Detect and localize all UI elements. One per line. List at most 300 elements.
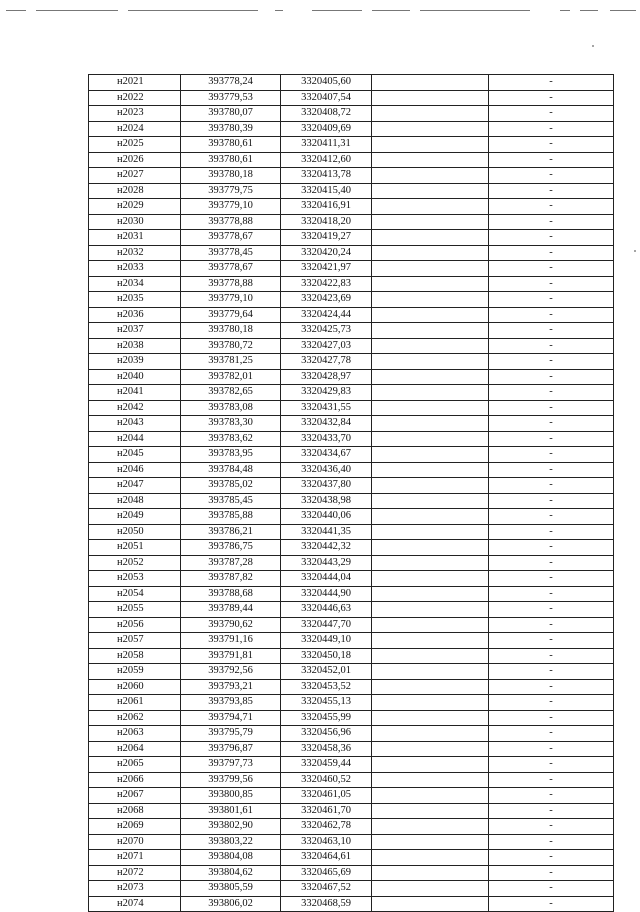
- note-cell: -: [489, 90, 614, 106]
- point-cell: н2057: [89, 633, 181, 649]
- note-cell: -: [489, 199, 614, 215]
- note-cell: -: [489, 633, 614, 649]
- point-cell: н2041: [89, 385, 181, 401]
- note-cell: -: [489, 369, 614, 385]
- note-cell: -: [489, 416, 614, 432]
- x-coordinate-cell: 393797,73: [181, 757, 281, 773]
- note-cell: -: [489, 137, 614, 153]
- note-cell: -: [489, 323, 614, 339]
- x-coordinate-cell: 393778,24: [181, 75, 281, 91]
- y-coordinate-cell: 3320408,72: [281, 106, 372, 122]
- blank-cell: [372, 90, 489, 106]
- point-cell: н2030: [89, 214, 181, 230]
- note-cell: -: [489, 586, 614, 602]
- note-cell: -: [489, 834, 614, 850]
- y-coordinate-cell: 3320461,70: [281, 803, 372, 819]
- note-cell: -: [489, 354, 614, 370]
- point-cell: н2064: [89, 741, 181, 757]
- x-coordinate-cell: 393785,88: [181, 509, 281, 525]
- point-cell: н2070: [89, 834, 181, 850]
- note-cell: -: [489, 447, 614, 463]
- y-coordinate-cell: 3320407,54: [281, 90, 372, 106]
- y-coordinate-cell: 3320412,60: [281, 152, 372, 168]
- note-cell: -: [489, 152, 614, 168]
- x-coordinate-cell: 393804,08: [181, 850, 281, 866]
- point-cell: н2045: [89, 447, 181, 463]
- point-cell: н2029: [89, 199, 181, 215]
- x-coordinate-cell: 393780,61: [181, 137, 281, 153]
- point-cell: н2063: [89, 726, 181, 742]
- x-coordinate-cell: 393805,59: [181, 881, 281, 897]
- note-cell: -: [489, 664, 614, 680]
- y-coordinate-cell: 3320453,52: [281, 679, 372, 695]
- table-row: [89, 772, 614, 788]
- blank-cell: [372, 338, 489, 354]
- note-cell: -: [489, 896, 614, 912]
- point-cell: н2071: [89, 850, 181, 866]
- note-cell: -: [489, 307, 614, 323]
- blank-cell: [372, 586, 489, 602]
- table-row: [89, 865, 614, 881]
- y-coordinate-cell: 3320455,99: [281, 710, 372, 726]
- point-cell: н2051: [89, 540, 181, 556]
- blank-cell: [372, 664, 489, 680]
- table-row: [89, 881, 614, 897]
- x-coordinate-cell: 393784,48: [181, 462, 281, 478]
- blank-cell: [372, 75, 489, 91]
- x-coordinate-cell: 393783,08: [181, 400, 281, 416]
- blank-cell: [372, 881, 489, 897]
- point-cell: н2042: [89, 400, 181, 416]
- table-row: [89, 261, 614, 277]
- y-coordinate-cell: 3320463,10: [281, 834, 372, 850]
- point-cell: н2039: [89, 354, 181, 370]
- blank-cell: [372, 850, 489, 866]
- table-row: [89, 245, 614, 261]
- x-coordinate-cell: 393787,82: [181, 571, 281, 587]
- note-cell: -: [489, 803, 614, 819]
- point-cell: н2032: [89, 245, 181, 261]
- table-row: [89, 400, 614, 416]
- note-cell: -: [489, 524, 614, 540]
- blank-cell: [372, 819, 489, 835]
- table-row: [89, 788, 614, 804]
- note-cell: -: [489, 493, 614, 509]
- note-cell: -: [489, 710, 614, 726]
- x-coordinate-cell: 393780,18: [181, 168, 281, 184]
- point-cell: н2043: [89, 416, 181, 432]
- note-cell: -: [489, 741, 614, 757]
- table-row: [89, 106, 614, 122]
- blank-cell: [372, 416, 489, 432]
- point-cell: н2062: [89, 710, 181, 726]
- scan-speck: [592, 45, 594, 47]
- table-row: [89, 90, 614, 106]
- x-coordinate-cell: 393779,53: [181, 90, 281, 106]
- x-coordinate-cell: 393781,25: [181, 354, 281, 370]
- note-cell: -: [489, 75, 614, 91]
- table-row: [89, 803, 614, 819]
- blank-cell: [372, 710, 489, 726]
- x-coordinate-cell: 393782,01: [181, 369, 281, 385]
- x-coordinate-cell: 393778,67: [181, 261, 281, 277]
- x-coordinate-cell: 393778,45: [181, 245, 281, 261]
- note-cell: -: [489, 431, 614, 447]
- note-cell: -: [489, 695, 614, 711]
- x-coordinate-cell: 393779,75: [181, 183, 281, 199]
- blank-cell: [372, 772, 489, 788]
- y-coordinate-cell: 3320441,35: [281, 524, 372, 540]
- point-cell: н2048: [89, 493, 181, 509]
- x-coordinate-cell: 393796,87: [181, 741, 281, 757]
- y-coordinate-cell: 3320468,59: [281, 896, 372, 912]
- blank-cell: [372, 168, 489, 184]
- table-row: [89, 679, 614, 695]
- y-coordinate-cell: 3320450,18: [281, 648, 372, 664]
- table-row: [89, 633, 614, 649]
- y-coordinate-cell: 3320438,98: [281, 493, 372, 509]
- table-row: [89, 354, 614, 370]
- blank-cell: [372, 385, 489, 401]
- x-coordinate-cell: 393806,02: [181, 896, 281, 912]
- x-coordinate-cell: 393793,85: [181, 695, 281, 711]
- table-row: [89, 493, 614, 509]
- blank-cell: [372, 292, 489, 308]
- note-cell: -: [489, 478, 614, 494]
- note-cell: -: [489, 540, 614, 556]
- point-cell: н2055: [89, 602, 181, 618]
- note-cell: -: [489, 230, 614, 246]
- table-row: [89, 540, 614, 556]
- blank-cell: [372, 509, 489, 525]
- table-row: [89, 726, 614, 742]
- table-row: [89, 462, 614, 478]
- table-row: [89, 183, 614, 199]
- point-cell: н2024: [89, 121, 181, 137]
- x-coordinate-cell: 393803,22: [181, 834, 281, 850]
- table-row: [89, 137, 614, 153]
- blank-cell: [372, 865, 489, 881]
- blank-cell: [372, 323, 489, 339]
- table-row: [89, 121, 614, 137]
- table-row: [89, 741, 614, 757]
- y-coordinate-cell: 3320409,69: [281, 121, 372, 137]
- point-cell: н2038: [89, 338, 181, 354]
- point-cell: н2040: [89, 369, 181, 385]
- blank-cell: [372, 571, 489, 587]
- x-coordinate-cell: 393801,61: [181, 803, 281, 819]
- table-row: [89, 819, 614, 835]
- y-coordinate-cell: 3320427,03: [281, 338, 372, 354]
- table-row: [89, 648, 614, 664]
- note-cell: -: [489, 183, 614, 199]
- x-coordinate-cell: 393779,10: [181, 199, 281, 215]
- point-cell: н2072: [89, 865, 181, 881]
- blank-cell: [372, 834, 489, 850]
- table-row: [89, 152, 614, 168]
- table-row: [89, 214, 614, 230]
- blank-cell: [372, 788, 489, 804]
- y-coordinate-cell: 3320437,80: [281, 478, 372, 494]
- y-coordinate-cell: 3320428,97: [281, 369, 372, 385]
- table-row: [89, 834, 614, 850]
- point-cell: н2073: [89, 881, 181, 897]
- blank-cell: [372, 230, 489, 246]
- note-cell: -: [489, 168, 614, 184]
- y-coordinate-cell: 3320413,78: [281, 168, 372, 184]
- x-coordinate-cell: 393786,21: [181, 524, 281, 540]
- x-coordinate-cell: 393785,45: [181, 493, 281, 509]
- y-coordinate-cell: 3320443,29: [281, 555, 372, 571]
- table-row: [89, 168, 614, 184]
- x-coordinate-cell: 393783,62: [181, 431, 281, 447]
- table-row: [89, 896, 614, 912]
- y-coordinate-cell: 3320405,60: [281, 75, 372, 91]
- blank-cell: [372, 369, 489, 385]
- point-cell: н2061: [89, 695, 181, 711]
- point-cell: н2034: [89, 276, 181, 292]
- point-cell: н2067: [89, 788, 181, 804]
- x-coordinate-cell: 393778,67: [181, 230, 281, 246]
- table-row: [89, 447, 614, 463]
- y-coordinate-cell: 3320444,90: [281, 586, 372, 602]
- x-coordinate-cell: 393780,72: [181, 338, 281, 354]
- note-cell: -: [489, 214, 614, 230]
- note-cell: -: [489, 819, 614, 835]
- y-coordinate-cell: 3320416,91: [281, 199, 372, 215]
- y-coordinate-cell: 3320464,61: [281, 850, 372, 866]
- coordinates-table: [88, 74, 614, 912]
- y-coordinate-cell: 3320456,96: [281, 726, 372, 742]
- point-cell: н2027: [89, 168, 181, 184]
- note-cell: -: [489, 865, 614, 881]
- table-row: [89, 617, 614, 633]
- x-coordinate-cell: 393779,10: [181, 292, 281, 308]
- x-coordinate-cell: 393791,81: [181, 648, 281, 664]
- table-row: [89, 664, 614, 680]
- point-cell: н2058: [89, 648, 181, 664]
- x-coordinate-cell: 393802,90: [181, 819, 281, 835]
- note-cell: -: [489, 602, 614, 618]
- point-cell: н2021: [89, 75, 181, 91]
- x-coordinate-cell: 393804,62: [181, 865, 281, 881]
- note-cell: -: [489, 106, 614, 122]
- blank-cell: [372, 245, 489, 261]
- note-cell: -: [489, 881, 614, 897]
- y-coordinate-cell: 3320462,78: [281, 819, 372, 835]
- x-coordinate-cell: 393783,95: [181, 447, 281, 463]
- note-cell: -: [489, 555, 614, 571]
- table-row: [89, 431, 614, 447]
- x-coordinate-cell: 393778,88: [181, 276, 281, 292]
- table-row: [89, 602, 614, 618]
- blank-cell: [372, 555, 489, 571]
- point-cell: н2047: [89, 478, 181, 494]
- blank-cell: [372, 354, 489, 370]
- point-cell: н2028: [89, 183, 181, 199]
- note-cell: -: [489, 772, 614, 788]
- x-coordinate-cell: 393788,68: [181, 586, 281, 602]
- y-coordinate-cell: 3320452,01: [281, 664, 372, 680]
- note-cell: -: [489, 509, 614, 525]
- table-row: [89, 757, 614, 773]
- blank-cell: [372, 757, 489, 773]
- point-cell: н2059: [89, 664, 181, 680]
- point-cell: н2053: [89, 571, 181, 587]
- point-cell: н2036: [89, 307, 181, 323]
- point-cell: н2035: [89, 292, 181, 308]
- note-cell: -: [489, 679, 614, 695]
- y-coordinate-cell: 3320460,52: [281, 772, 372, 788]
- blank-cell: [372, 106, 489, 122]
- note-cell: -: [489, 648, 614, 664]
- table-row: [89, 369, 614, 385]
- table-row: [89, 555, 614, 571]
- point-cell: н2056: [89, 617, 181, 633]
- table-row: [89, 292, 614, 308]
- blank-cell: [372, 152, 489, 168]
- blank-cell: [372, 540, 489, 556]
- y-coordinate-cell: 3320424,44: [281, 307, 372, 323]
- point-cell: н2026: [89, 152, 181, 168]
- y-coordinate-cell: 3320411,31: [281, 137, 372, 153]
- table-row: [89, 478, 614, 494]
- blank-cell: [372, 803, 489, 819]
- y-coordinate-cell: 3320427,78: [281, 354, 372, 370]
- note-cell: -: [489, 338, 614, 354]
- point-cell: н2052: [89, 555, 181, 571]
- y-coordinate-cell: 3320419,27: [281, 230, 372, 246]
- y-coordinate-cell: 3320420,24: [281, 245, 372, 261]
- x-coordinate-cell: 393778,88: [181, 214, 281, 230]
- note-cell: -: [489, 757, 614, 773]
- table-row: [89, 75, 614, 91]
- note-cell: -: [489, 850, 614, 866]
- point-cell: н2065: [89, 757, 181, 773]
- note-cell: -: [489, 617, 614, 633]
- x-coordinate-cell: 393780,61: [181, 152, 281, 168]
- y-coordinate-cell: 3320447,70: [281, 617, 372, 633]
- note-cell: -: [489, 276, 614, 292]
- x-coordinate-cell: 393782,65: [181, 385, 281, 401]
- point-cell: н2037: [89, 323, 181, 339]
- y-coordinate-cell: 3320431,55: [281, 400, 372, 416]
- table-row: [89, 850, 614, 866]
- point-cell: н2069: [89, 819, 181, 835]
- y-coordinate-cell: 3320449,10: [281, 633, 372, 649]
- blank-cell: [372, 695, 489, 711]
- x-coordinate-cell: 393789,44: [181, 602, 281, 618]
- blank-cell: [372, 199, 489, 215]
- note-cell: -: [489, 571, 614, 587]
- x-coordinate-cell: 393799,56: [181, 772, 281, 788]
- x-coordinate-cell: 393780,39: [181, 121, 281, 137]
- note-cell: -: [489, 245, 614, 261]
- y-coordinate-cell: 3320461,05: [281, 788, 372, 804]
- blank-cell: [372, 741, 489, 757]
- point-cell: н2046: [89, 462, 181, 478]
- table-row: [89, 524, 614, 540]
- y-coordinate-cell: 3320440,06: [281, 509, 372, 525]
- point-cell: н2054: [89, 586, 181, 602]
- note-cell: -: [489, 385, 614, 401]
- y-coordinate-cell: 3320442,32: [281, 540, 372, 556]
- x-coordinate-cell: 393779,64: [181, 307, 281, 323]
- blank-cell: [372, 617, 489, 633]
- point-cell: н2049: [89, 509, 181, 525]
- point-cell: н2023: [89, 106, 181, 122]
- blank-cell: [372, 633, 489, 649]
- y-coordinate-cell: 3320422,83: [281, 276, 372, 292]
- point-cell: н2068: [89, 803, 181, 819]
- point-cell: н2022: [89, 90, 181, 106]
- note-cell: -: [489, 726, 614, 742]
- y-coordinate-cell: 3320425,73: [281, 323, 372, 339]
- y-coordinate-cell: 3320467,52: [281, 881, 372, 897]
- table-row: [89, 338, 614, 354]
- point-cell: н2025: [89, 137, 181, 153]
- y-coordinate-cell: 3320459,44: [281, 757, 372, 773]
- table-row: [89, 276, 614, 292]
- blank-cell: [372, 679, 489, 695]
- blank-cell: [372, 447, 489, 463]
- coordinates-table-body: [89, 75, 614, 912]
- table-row: [89, 509, 614, 525]
- blank-cell: [372, 478, 489, 494]
- point-cell: н2060: [89, 679, 181, 695]
- x-coordinate-cell: 393794,71: [181, 710, 281, 726]
- y-coordinate-cell: 3320423,69: [281, 292, 372, 308]
- x-coordinate-cell: 393792,56: [181, 664, 281, 680]
- x-coordinate-cell: 393800,85: [181, 788, 281, 804]
- x-coordinate-cell: 393795,79: [181, 726, 281, 742]
- blank-cell: [372, 307, 489, 323]
- note-cell: -: [489, 261, 614, 277]
- note-cell: -: [489, 400, 614, 416]
- blank-cell: [372, 431, 489, 447]
- table-row: [89, 323, 614, 339]
- y-coordinate-cell: 3320446,63: [281, 602, 372, 618]
- blank-cell: [372, 214, 489, 230]
- x-coordinate-cell: 393793,21: [181, 679, 281, 695]
- table-row: [89, 307, 614, 323]
- scan-speck: [634, 250, 636, 252]
- blank-cell: [372, 602, 489, 618]
- x-coordinate-cell: 393780,07: [181, 106, 281, 122]
- note-cell: -: [489, 121, 614, 137]
- x-coordinate-cell: 393791,16: [181, 633, 281, 649]
- blank-cell: [372, 183, 489, 199]
- note-cell: -: [489, 462, 614, 478]
- blank-cell: [372, 726, 489, 742]
- point-cell: н2074: [89, 896, 181, 912]
- point-cell: н2044: [89, 431, 181, 447]
- blank-cell: [372, 648, 489, 664]
- blank-cell: [372, 462, 489, 478]
- table-row: [89, 710, 614, 726]
- table-row: [89, 571, 614, 587]
- y-coordinate-cell: 3320415,40: [281, 183, 372, 199]
- x-coordinate-cell: 393787,28: [181, 555, 281, 571]
- table-row: [89, 230, 614, 246]
- x-coordinate-cell: 393780,18: [181, 323, 281, 339]
- x-coordinate-cell: 393790,62: [181, 617, 281, 633]
- y-coordinate-cell: 3320444,04: [281, 571, 372, 587]
- y-coordinate-cell: 3320458,36: [281, 741, 372, 757]
- blank-cell: [372, 137, 489, 153]
- x-coordinate-cell: 393783,30: [181, 416, 281, 432]
- blank-cell: [372, 524, 489, 540]
